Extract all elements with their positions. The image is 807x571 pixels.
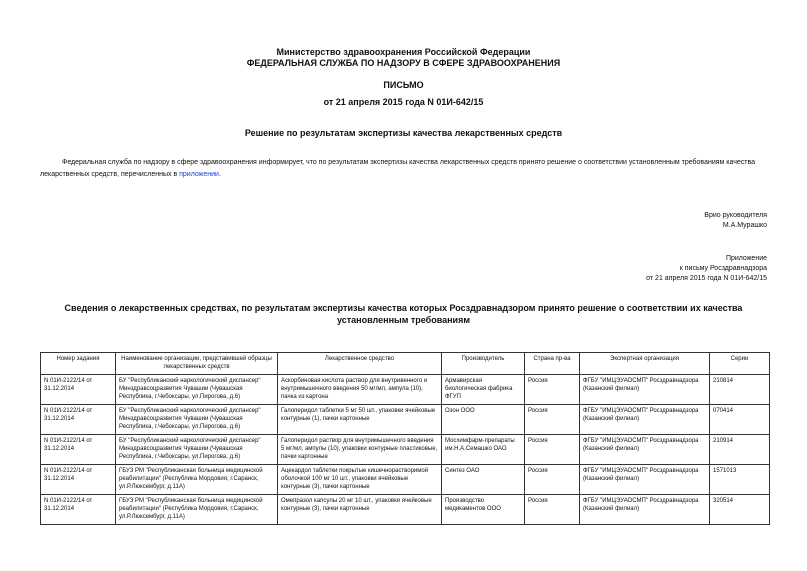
table-row [41,405,770,435]
signature-block [704,211,767,231]
appendix-block [646,254,767,284]
drugs-table [40,352,770,525]
task-number-cell: N 01И-2122/14 от 31.12.2014 [41,465,116,495]
expert-org-cell: ФГБУ "ИМЦЭУАОСМП" Росздравнадзора (Казанский филиал) [580,435,710,465]
col-header: Наименование организации, представившей образцы лекарственных средств [116,353,278,375]
expert-org-cell: ФГБУ "ИМЦЭУАОСМП" Росздравнадзора (Казанский филиал) [580,465,710,495]
col-header: Серии [710,353,770,375]
organization-cell: БУ "Республиканский наркологический диспансер" Минздравсоцразвития Чувашии (Чувашская Республика, г.Чебоксары, ул.Пирогова, д.6) [116,435,278,465]
series-cell: 210914 [710,435,770,465]
table-row [41,435,770,465]
letter-date-number: от 21 апреля 2015 года N 01И-642/15 [323,97,484,107]
table-row [41,375,770,405]
col-header: Номер задания [41,353,116,375]
service-name: ФЕДЕРАЛЬНАЯ СЛУЖБА ПО НАДЗОРУ В СФЕРЕ ЗДРАВООХРАНЕНИЯ [246,58,561,68]
col-header: Экспертная организация [580,353,710,375]
organization-cell: БУ "Республиканский наркологический диспансер" Минздравсоцразвития Чувашии (Чувашская Республика, г.Чебоксары, ул.Пирогова, д.6) [116,375,278,405]
country-cell: Россия [525,495,580,525]
expert-org-cell: ФГБУ "ИМЦЭУАОСМП" Росздравнадзора (Казанский филиал) [580,375,710,405]
appendix-to: к письму Росздравнадзора [679,265,767,272]
country-cell: Россия [525,435,580,465]
task-number-cell: N 01И-2122/14 от 31.12.2014 [41,435,116,465]
country-cell: Россия [525,405,580,435]
task-number-cell: N 01И-2122/14 от 31.12.2014 [41,405,116,435]
task-number-cell: N 01И-2122/14 от 31.12.2014 [41,375,116,405]
intro-paragraph [40,157,768,181]
manufacturer-cell: Мосхимфарм-препараты им.Н.А.Семашко ОАО [442,435,525,465]
organization-cell: БУ "Республиканский наркологический диспансер" Минздравсоцразвития Чувашии (Чувашская Республика, г.Чебоксары, ул.Пирогова, д.6) [116,405,278,435]
task-number-cell: N 01И-2122/14 от 31.12.2014 [41,495,116,525]
drug-cell: Галоперидол раствор для внутримышечного введения 5 мг/мл, ампулы (10), упаковки контурные пластиковые, пачки картонные [278,435,442,465]
intro-end: . [218,171,221,178]
appendix-link[interactable]: приложении [179,171,219,178]
manufacturer-cell: Производство медикаментов ООО [442,495,525,525]
manufacturer-cell: Озон ООО [442,405,525,435]
series-cell: 070414 [710,405,770,435]
drug-cell: Ацекардол таблетки покрытые кишечнорастворимой оболочкой 100 мг 10 шт., упаковки ячейковые контурные (3), пачки картонные [278,465,442,495]
drug-cell: Галоперидол таблетки 5 мг 50 шт., упаковки ячейковые контурные (1), пачки картонные [278,405,442,435]
appendix-title: Приложение [725,255,767,262]
series-cell: 320514 [710,495,770,525]
col-header: Лекарственное средство [278,353,442,375]
manufacturer-cell: Армавирская биологическая фабрика ФГУП [442,375,525,405]
table-row [41,465,770,495]
drug-cell: Омепразол капсулы 20 мг 10 шт., упаковки ячейковые контурные (3), пачки картонные [278,495,442,525]
series-cell: 210814 [710,375,770,405]
col-header: Производитель [442,353,525,375]
series-cell: 1571013 [710,465,770,495]
manufacturer-cell: Синтез ОАО [442,465,525,495]
signer-position: Врио руководителя [704,212,767,219]
drug-cell: Аскорбиновая кислота раствор для внутривенного и внутримышечного введения 50 мг/мл, ампула (10), пачка из картона [278,375,442,405]
intro-text: Федеральная служба по надзору в сфере здравоохранения информирует, что по результатам экспертизы качества лекарственных средств принято решение о соответствии установленным требованиям качества лекарственных средств, перечисленных в [40,159,756,178]
signer-name: М.А.Мурашко [722,222,767,229]
organization-cell: ГБУЗ РМ "Республиканская больница медицинской реабилитации" (Республика Мордовия, г.Саранск, ул.Р.Люксембург, д.11А) [116,465,278,495]
table-header-row [41,353,770,375]
col-header: Страна пр-ва [525,353,580,375]
table-title: Сведения о лекарственных средствах, по результатам экспертизы качества которых Росздравнадзором принято решение о соответствии их качества установленным требованиям [64,303,743,325]
expert-org-cell: ФГБУ "ИМЦЭУАОСМП" Росздравнадзора (Казанский филиал) [580,405,710,435]
appendix-ref: от 21 апреля 2015 года N 01И-642/15 [646,275,767,282]
country-cell: Россия [525,375,580,405]
organization-cell: ГБУЗ РМ "Республиканская больница медицинской реабилитации" (Республика Мордовия, г.Саранск, ул.Р.Люксембург, д.11А) [116,495,278,525]
document-type: ПИСЬМО [383,80,424,90]
table-row [41,495,770,525]
ministry-name: Министерство здравоохранения Российской Федерации [276,47,531,57]
country-cell: Россия [525,465,580,495]
expert-org-cell: ФГБУ "ИМЦЭУАОСМП" Росздравнадзора (Казанский филиал) [580,495,710,525]
letter-subject: Решение по результатам экспертизы качества лекарственных средств [244,128,563,138]
